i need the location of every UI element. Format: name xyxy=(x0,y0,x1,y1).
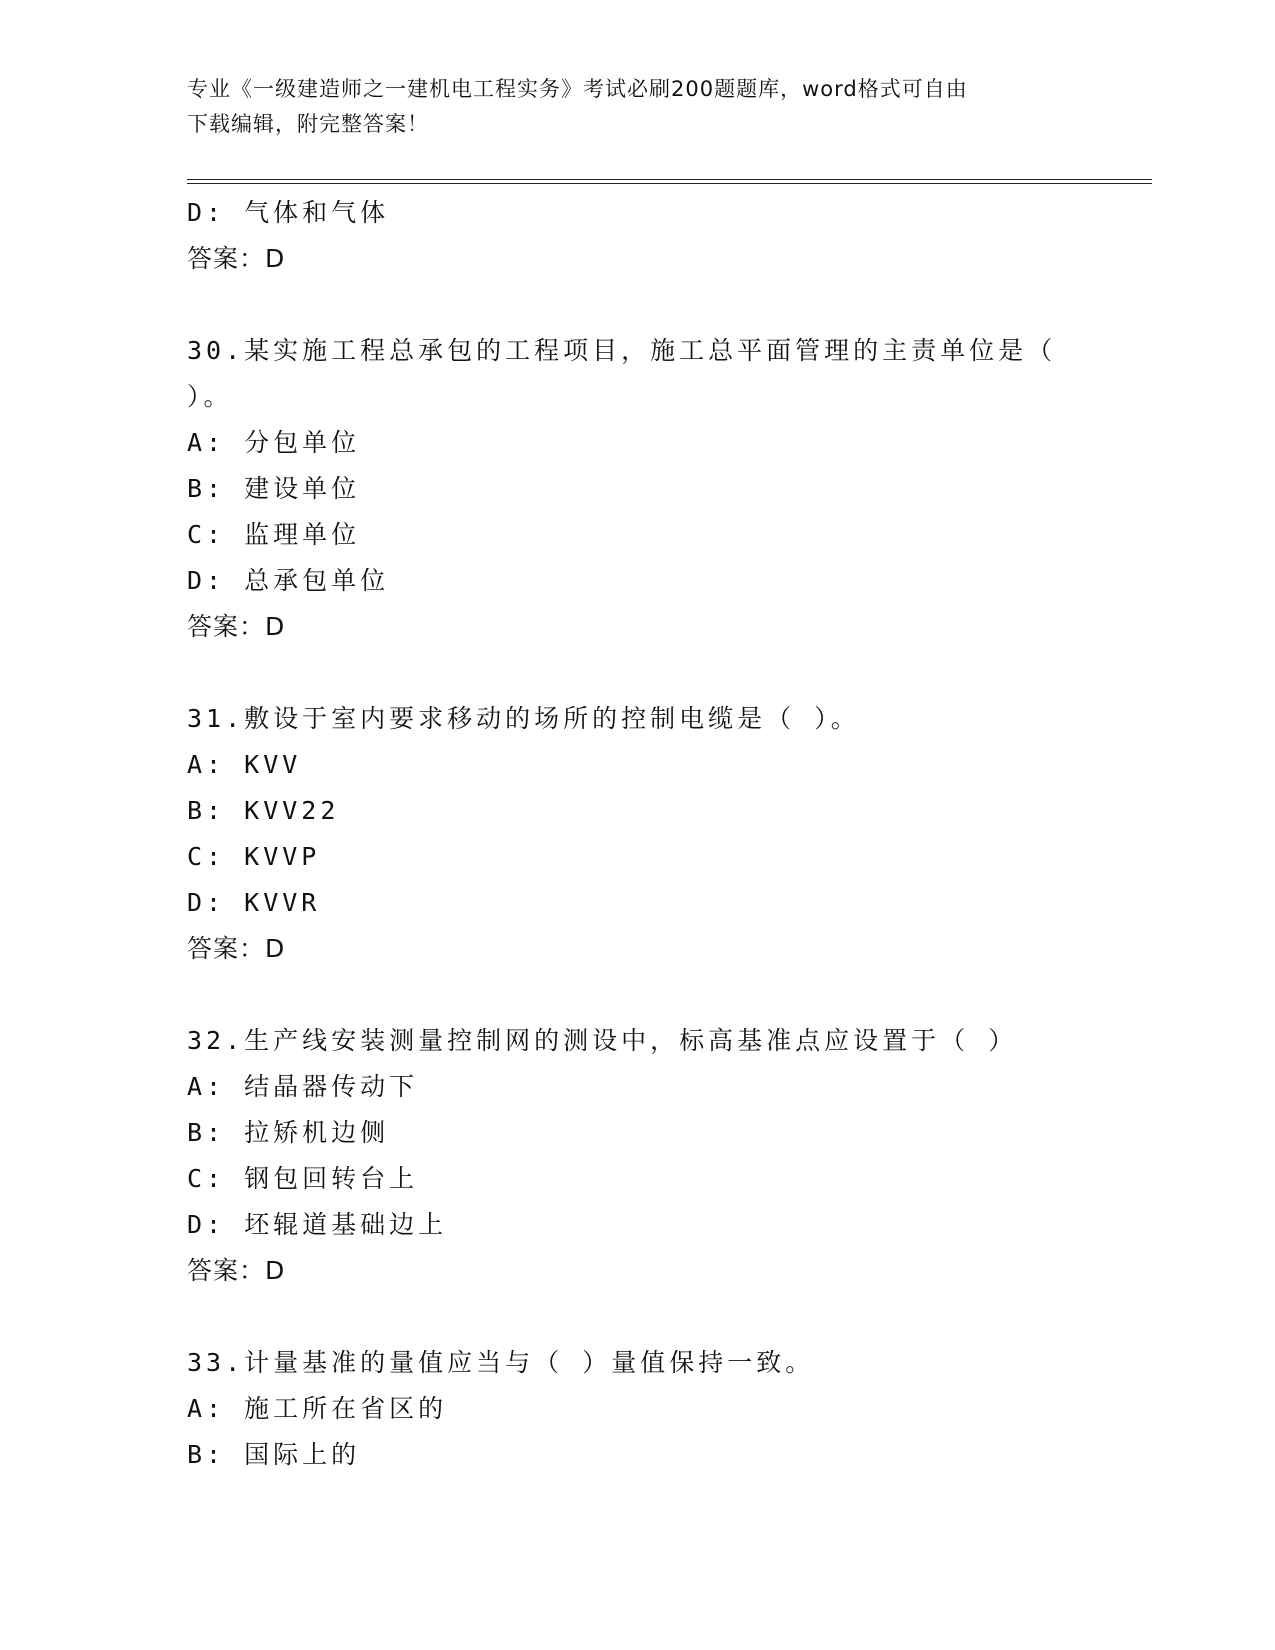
option-a: A: 结晶器传动下 xyxy=(187,1072,419,1101)
question-33 xyxy=(187,1340,1107,1478)
header-divider-bottom xyxy=(187,183,1152,184)
spacer xyxy=(187,1294,1107,1340)
option-c: C: 钢包回转台上 xyxy=(187,1164,419,1193)
option-c: C: 监理单位 xyxy=(187,520,361,549)
previous-question-tail xyxy=(187,190,1107,282)
option-b: B: 建设单位 xyxy=(187,474,361,503)
option-a: A: 施工所在省区的 xyxy=(187,1394,448,1423)
header-line-1: 专业《一级建造师之一建机电工程实务》考试必刷200题题库，word格式可自由 xyxy=(187,77,968,101)
answer-line: 答案：D xyxy=(187,1256,286,1285)
document-header xyxy=(187,72,1087,142)
question-32 xyxy=(187,1018,1107,1294)
question-stem: 31.敷设于室内要求移动的场所的控制电缆是（ ）。 xyxy=(187,704,860,733)
spacer xyxy=(187,282,1107,328)
option-d: D: 坯辊道基础边上 xyxy=(187,1210,448,1239)
header-line-2: 下载编辑，附完整答案！ xyxy=(187,112,429,136)
question-list xyxy=(187,190,1107,1478)
option-b: B: KVV22 xyxy=(187,796,340,825)
spacer xyxy=(187,650,1107,696)
question-stem: 33.计量基准的量值应当与（ ）量值保持一致。 xyxy=(187,1348,815,1377)
question-30 xyxy=(187,328,1107,650)
option-b: B: 拉矫机边侧 xyxy=(187,1118,390,1147)
option-c: C: KVVP xyxy=(187,842,321,871)
option-d: D: KVVR xyxy=(187,888,321,917)
spacer xyxy=(187,972,1107,1018)
question-stem: 30.某实施工程总承包的工程项目，施工总平面管理的主责单位是（ xyxy=(187,336,1057,365)
answer-line: 答案：D xyxy=(187,612,286,641)
answer-line: 答案：D xyxy=(187,934,286,963)
header-divider-top xyxy=(187,179,1152,180)
option-a: A: KVV xyxy=(187,750,302,779)
option-d: D: 气体和气体 xyxy=(187,198,390,227)
option-d: D: 总承包单位 xyxy=(187,566,390,595)
question-31 xyxy=(187,696,1107,972)
option-b: B: 国际上的 xyxy=(187,1440,361,1469)
question-stem-continued: ）。 xyxy=(187,382,233,411)
answer-line: 答案：D xyxy=(187,244,286,273)
question-stem: 32.生产线安装测量控制网的测设中，标高基准点应设置于（ ） xyxy=(187,1026,1018,1055)
option-a: A: 分包单位 xyxy=(187,428,361,457)
